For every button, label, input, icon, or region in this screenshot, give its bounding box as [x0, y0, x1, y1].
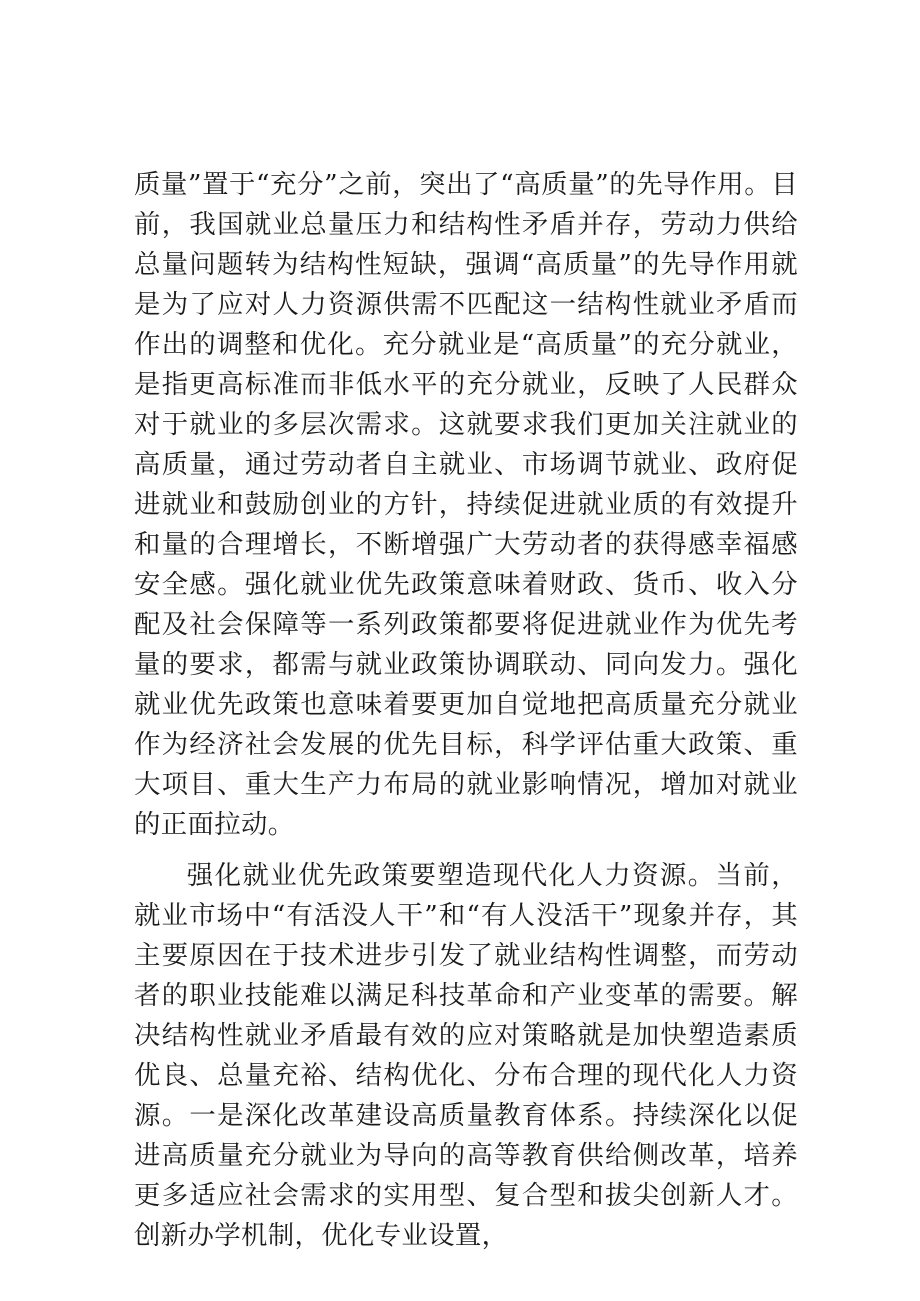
- body-paragraph: 强化就业优先政策要塑造现代化人力资源。当前，就业市场中“有活没人干”和“有人没活干”现象并存，其主要原因在于技术进步引发了就业结构性调整，而劳动者的职业技能难以满足科技革命和产业变革的需要。解决结构性就业矛盾最有效的应对策略就是加快塑造素质优良、总量充裕、结构优化、分布合理的现代化人力资源。一是深化改革建设高质量教育体系。持续深化以促进高质量充分就业为导向的高等教育供给侧改革，培养更多适应社会需求的实用型、复合型和拔尖创新人才。创新办学机制，优化专业设置，: [134, 860, 798, 1251]
- body-paragraph-continued: 质量”置于“充分”之前，突出了“高质量”的先导作用。目前，我国就业总量压力和结构性矛盾并存，劳动力供给总量问题转为结构性短缺，强调“高质量”的先导作用就是为了应对人力资源供需不匹配这一结构性就业矛盾而作出的调整和优化。充分就业是“高质量”的充分就业，是指更高标准而非低水平的充分就业，反映了人民群众对于就业的多层次需求。这就要求我们更加关注就业的高质量，通过劳动者自主就业、市场调节就业、政府促进就业和鼓励创业的方针，持续促进就业质的有效提升和量的合理增长，不断增强广大劳动者的获得感幸福感安全感。强化就业优先政策意味着财政、货币、收入分配及社会保障等一系列政策都要将促进就业作为优先考量的要求，都需与就业政策协调联动、同向发力。强化就业优先政策也意味着要更加自觉地把高质量充分就业作为经济社会发展的优先目标，科学评估重大政策、重大项目、重大生产力布局的就业影响情况，增加对就业的正面拉动。: [134, 169, 798, 840]
- document-body: [134, 165, 798, 1256]
